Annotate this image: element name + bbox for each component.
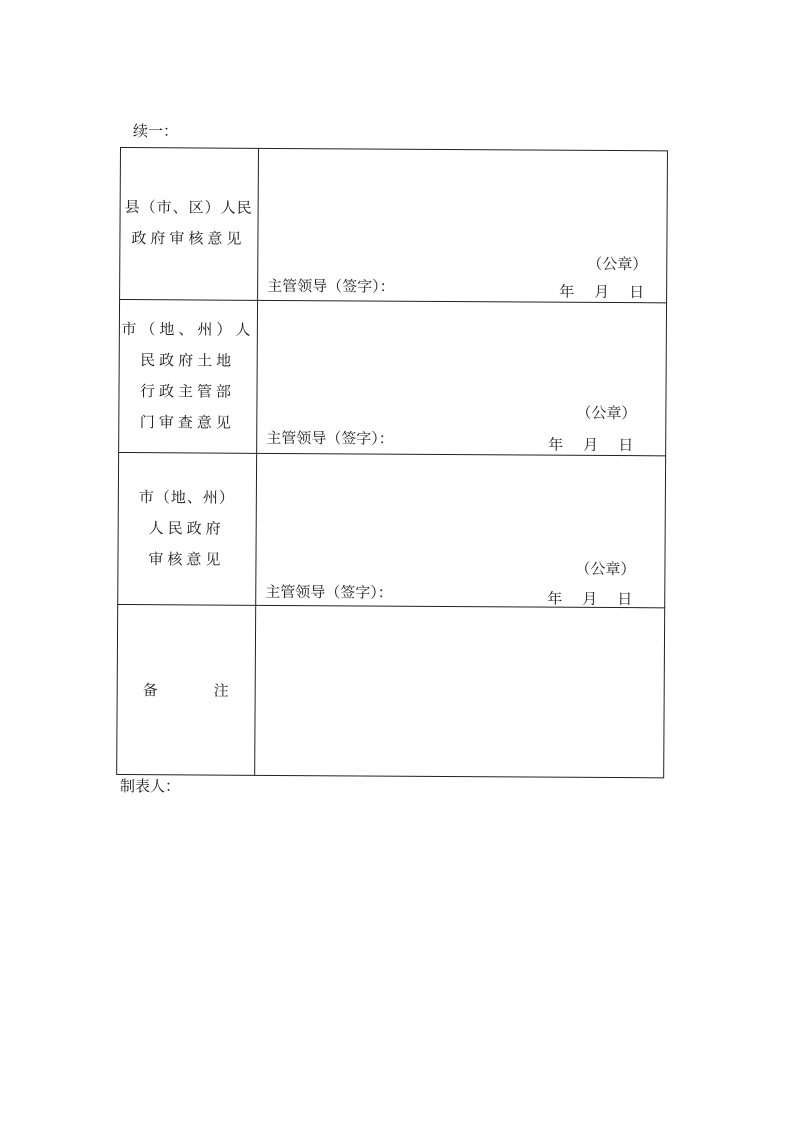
remarks-label-right: 注 (213, 681, 229, 700)
city-land-dept-review-row (118, 299, 667, 455)
signer-label: 主管领导（签字）： (265, 582, 393, 602)
city-land-dept-review-content[interactable] (258, 300, 667, 455)
label-line: 市（地、州） (138, 487, 235, 507)
city-land-dept-review-label (118, 299, 257, 453)
county-review-label (119, 147, 258, 300)
label-line: 审核意见 (148, 549, 225, 569)
continuation-label: 续一： (133, 122, 179, 140)
remarks-label (116, 604, 255, 776)
approval-form-table (116, 147, 668, 778)
county-review-content[interactable] (259, 148, 668, 302)
label-line: 市（地、州）人 (121, 319, 255, 339)
date-month: 月 (583, 435, 599, 454)
remarks-row (116, 604, 665, 778)
official-seal-label: （公章） (587, 254, 648, 274)
date-month: 月 (582, 589, 598, 608)
city-gov-review-content[interactable] (257, 453, 666, 607)
label-line: 县（市、区）人民 (124, 198, 253, 217)
date-day: 日 (629, 283, 645, 302)
date-line (559, 281, 644, 303)
city-gov-review-row (117, 452, 666, 607)
form-maker-label: 制表人： (120, 777, 181, 795)
date-year: 年 (548, 435, 564, 454)
label-line: 民政府土地 (140, 350, 236, 370)
date-year: 年 (559, 282, 575, 301)
label-line: 政府审核意见 (131, 229, 246, 248)
date-day: 日 (617, 590, 633, 609)
remarks-content[interactable] (256, 605, 665, 778)
remarks-label-left: 备 (142, 681, 158, 700)
date-line (548, 434, 633, 456)
label-line: 行政主管部 (139, 381, 236, 401)
date-month: 月 (594, 282, 610, 301)
official-seal-label: （公章） (575, 559, 636, 579)
label-line: 人民政府 (148, 518, 225, 538)
signer-label: 主管领导（签字）： (266, 428, 394, 448)
label-line: 门审查意见 (139, 412, 235, 432)
city-gov-review-label (117, 452, 256, 605)
date-day: 日 (618, 436, 634, 455)
county-review-row (119, 147, 668, 302)
official-seal-label: （公章） (576, 403, 637, 423)
date-year: 年 (547, 589, 563, 608)
signer-label: 主管领导（签字）： (267, 276, 395, 296)
